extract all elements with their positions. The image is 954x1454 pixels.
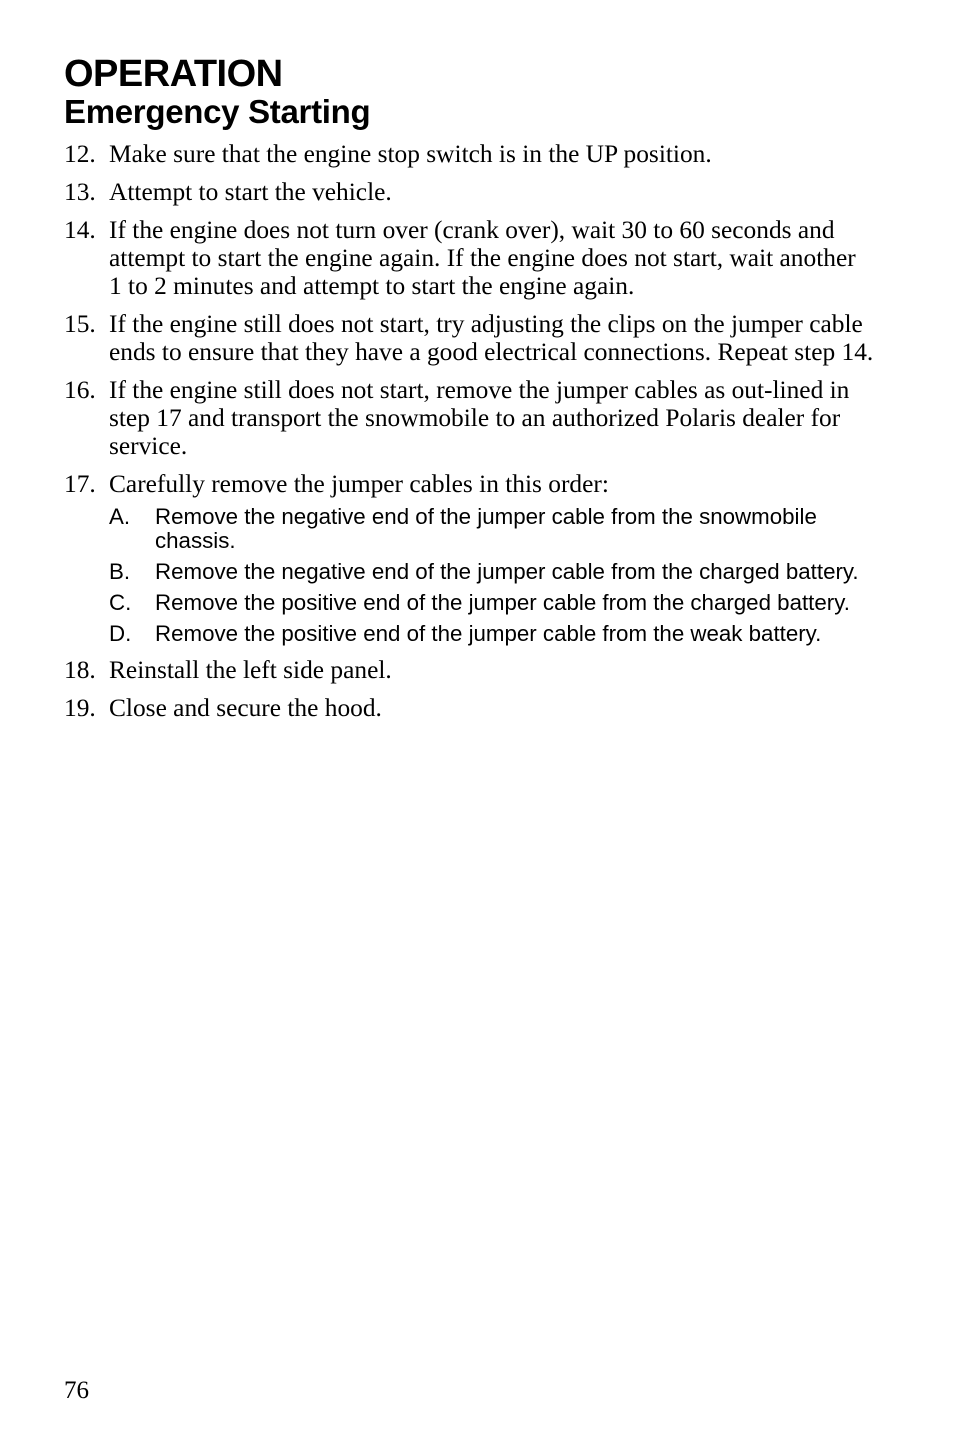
substep-letter: A.: [109, 504, 131, 529]
step-number: 13.: [64, 178, 96, 206]
substep-item: [109, 560, 874, 584]
subsection-title: Emergency Starting: [64, 93, 371, 130]
step-text: If the engine still does not start, try adjusting the clips on the jumper cable ends to ensure that they have a good electrical connections. Repeat step 14.: [109, 310, 874, 366]
step-item: [64, 140, 874, 168]
step-item: [64, 376, 874, 460]
step-text: Reinstall the left side panel.: [109, 656, 392, 684]
substeps-list: [109, 505, 874, 646]
steps-list: [64, 140, 874, 732]
step-number: 16.: [64, 376, 96, 404]
section-title: OPERATION: [64, 53, 283, 95]
substep-letter: B.: [109, 559, 131, 584]
substep-text: Remove the negative end of the jumper cable from the charged battery.: [155, 559, 859, 584]
substep-letter: D.: [109, 621, 132, 646]
step-item: [64, 216, 874, 300]
substep-text: Remove the positive end of the jumper cable from the charged battery.: [155, 590, 850, 615]
page-number: 76: [64, 1377, 89, 1404]
step-text: If the engine does not turn over (crank over), wait 30 to 60 seconds and attempt to start the engine again. If the engine does not start, wait another 1 to 2 minutes and attempt to start the engine again.: [109, 216, 856, 300]
step-number: 18.: [64, 656, 96, 684]
step-text: Attempt to start the vehicle.: [109, 178, 392, 206]
step-text: Make sure that the engine stop switch is in the UP position.: [109, 140, 712, 168]
substep-item: [109, 591, 874, 615]
substep-letter: C.: [109, 590, 132, 615]
step-number: 12.: [64, 140, 96, 168]
substep-text: Remove the negative end of the jumper cable from the snowmobile chassis.: [155, 504, 817, 553]
step-item: [64, 310, 874, 366]
step-item: [64, 694, 874, 722]
step-number: 19.: [64, 694, 96, 722]
step-item: [64, 656, 874, 684]
step-item: [64, 178, 874, 206]
step-number: 17.: [64, 470, 96, 498]
step-number: 15.: [64, 310, 96, 338]
step-text: Close and secure the hood.: [109, 694, 382, 722]
step-item: [64, 470, 874, 646]
step-text: Carefully remove the jumper cables in this order:: [109, 470, 609, 498]
step-number: 14.: [64, 216, 96, 244]
step-text: If the engine still does not start, remove the jumper cables as out-lined in step 17 and transport the snowmobile to an authorized Polaris dealer for service.: [109, 376, 850, 460]
substep-item: [109, 622, 874, 646]
substep-text: Remove the positive end of the jumper cable from the weak battery.: [155, 621, 822, 646]
substep-item: [109, 505, 874, 553]
